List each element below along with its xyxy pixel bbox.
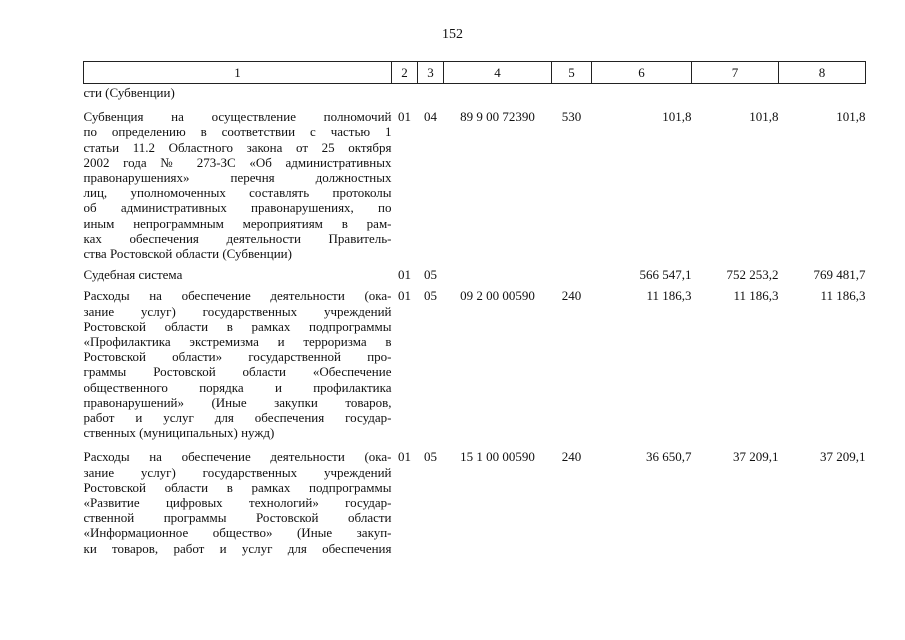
description-line: «Информационное общество» (Иные закуп- [83, 525, 392, 541]
page-number: 152 [442, 27, 463, 42]
subsection-code: 04 [424, 109, 437, 125]
table-row [84, 282, 866, 440]
amount-year-2: 11 186,3 [733, 288, 779, 304]
expense-type-code [552, 261, 592, 282]
description-line: Расходы на обеспечение деятельности (ока- [83, 288, 392, 304]
expense-type-code: 240 [561, 449, 582, 465]
row-description [84, 440, 392, 555]
header-row [84, 62, 866, 84]
header-col-8: 8 [779, 62, 866, 84]
description-line: Расходы на обеспечение деятельности (ока- [83, 449, 392, 465]
amount-year-3: 101,8 [836, 109, 866, 125]
target-article-code: 15 1 00 00590 [460, 449, 535, 465]
subsection-code: 05 [424, 267, 437, 283]
description-line: «Развитие цифровых технологий» государ- [83, 495, 392, 511]
table-row [84, 440, 866, 555]
amount-year-2: 752 253,2 [726, 267, 779, 283]
amount-year-3: 11 186,3 [820, 288, 866, 304]
table-row [84, 84, 866, 101]
amount-year-2: 101,8 [749, 109, 779, 125]
description-line: Ростовской области в рамках подпрограммы [83, 479, 392, 495]
description-line: по определению в соответствии с частью 1 [83, 124, 392, 140]
description-line: ки товаров, работ и услуг для обеспечения [83, 540, 392, 556]
description-line: сти (Субвенции) [83, 85, 175, 100]
description-line: общественного порядка и профилактика [83, 379, 392, 395]
description-line: Субвенция на осуществление полномочий [83, 109, 392, 125]
expense-type-code: 240 [561, 288, 582, 304]
description-line: иным непрограммным мероприятиям в рам- [83, 215, 392, 231]
description-line: Ростовской области» государственной про- [83, 349, 392, 365]
description-line: ственной программы Ростовской области [83, 510, 392, 526]
amount-year-1: 36 650,7 [646, 449, 692, 465]
section-code: 01 [398, 109, 411, 125]
description-line: лиц, уполномоченных составлять протоколы [83, 185, 392, 201]
amount-year-1: 101,8 [662, 109, 692, 125]
row-description [84, 100, 392, 261]
description-line: об административных правонарушениях, по [83, 200, 392, 216]
header-col-3: 3 [418, 62, 444, 84]
subsection-code: 05 [424, 288, 437, 304]
amount-year-3: 37 209,1 [820, 449, 866, 465]
header-col-4: 4 [444, 62, 552, 84]
description-line: правонарушениях» перечня должностных [83, 170, 392, 186]
subsection-code: 05 [424, 449, 437, 465]
header-col-2: 2 [392, 62, 418, 84]
description-line: работ и услуг для обеспечения государ- [83, 410, 392, 426]
description-line: Ростовской области в рамках подпрограммы [83, 318, 392, 334]
description-line: Судебная система [83, 267, 183, 283]
description-line: ственных (муниципальных) нужд) [83, 425, 275, 441]
table-row [84, 261, 866, 282]
expense-type-code: 530 [561, 109, 582, 125]
section-code: 01 [398, 288, 411, 304]
description-line: ках обеспечения деятельности Правитель- [83, 230, 392, 246]
row-description [84, 282, 392, 440]
section-code: 01 [398, 267, 411, 283]
header-col-1: 1 [84, 62, 392, 84]
description-line: ства Ростовской области (Субвенции) [83, 246, 292, 262]
description-line: граммы Ростовской области «Обеспечение [83, 364, 392, 380]
description-line: «Профилактика экстремизма и терроризма в [83, 334, 392, 350]
amount-year-1: 11 186,3 [646, 288, 692, 304]
header-col-7: 7 [692, 62, 779, 84]
budget-table [83, 61, 866, 556]
description-line: зание услуг) государственных учреждений [83, 464, 392, 480]
amount-year-1: 566 547,1 [639, 267, 692, 283]
header-col-5: 5 [552, 62, 592, 84]
header-col-6: 6 [592, 62, 692, 84]
target-article-code: 09 2 00 00590 [460, 288, 535, 304]
table-row [84, 100, 866, 261]
row-description [84, 84, 392, 101]
row-description [84, 261, 392, 282]
description-line: зание услуг) государственных учреждений [83, 303, 392, 319]
target-article-code: 89 9 00 72390 [460, 109, 535, 125]
description-line: статьи 11.2 Областного закона от 25 октября [83, 139, 392, 155]
target-article-code [444, 261, 552, 282]
section-code: 01 [398, 449, 411, 465]
description-line: правонарушений» (Иные закупки товаров, [83, 394, 392, 410]
amount-year-3: 769 481,7 [813, 267, 866, 283]
amount-year-2: 37 209,1 [733, 449, 779, 465]
description-line: 2002 года № 273-ЗС «Об административных [83, 154, 392, 170]
